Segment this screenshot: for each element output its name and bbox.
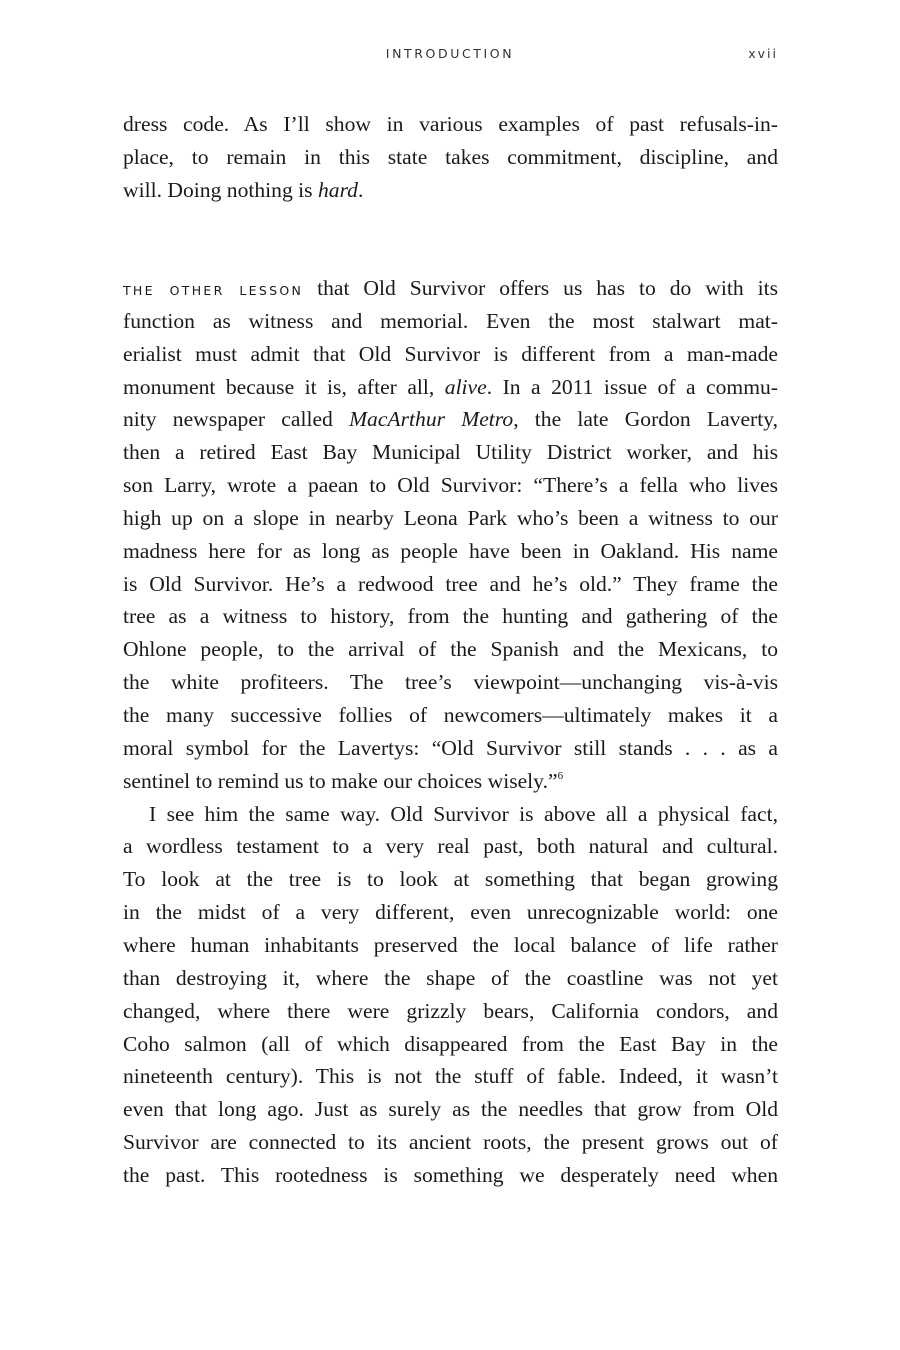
footnote-marker[interactable]: 6 [557, 769, 564, 782]
text-line: I see him the same way. Old Survivor is above all a physical fact, [149, 801, 778, 826]
page-number: xvii [748, 46, 778, 61]
paragraph-2 [123, 272, 778, 798]
publication-title: MacArthur Metro [349, 407, 514, 432]
text-line: a wordless testament to a very real past, both natural and cultural. [123, 834, 778, 859]
text-line: is Old Survivor. He’s a redwood tree and he’s old.” They frame the [123, 571, 778, 596]
paragraph-3 [123, 798, 778, 1192]
paragraph-1 [123, 108, 778, 207]
text-line: then a retired East Bay Municipal Utility District worker, and his [123, 440, 778, 465]
text-line: than destroying it, where the shape of the coastline was not yet [123, 965, 778, 990]
lead-in-smallcaps: THE OTHER LESSON [123, 283, 304, 298]
running-head [0, 46, 900, 66]
text-line: Ohlone people, to the arrival of the Spanish and the Mexicans, to [123, 637, 778, 662]
text-line: moral symbol for the Lavertys: “Old Survivor still stands . . . as a [123, 735, 778, 760]
text-line: monument because it is, after all, alive. In a 2011 issue of a commu- [123, 374, 778, 399]
text-line: the past. This rootedness is something we desperately need when [123, 1162, 778, 1187]
text-line: in the midst of a very different, even unrecognizable world: one [123, 900, 778, 925]
text-line: function as witness and memorial. Even the most stalwart mat- [123, 308, 778, 333]
text-line: where human inhabitants preserved the local balance of life rather [123, 932, 778, 957]
text-line: dress code. As I’ll show in various examples of past refusals-in- [123, 112, 778, 136]
text-line: nity newspaper called MacArthur Metro, the late Gordon Laverty, [123, 407, 779, 432]
text-line: Coho salmon (all of which disappeared from the East Bay in the [123, 1031, 778, 1056]
text-line: even that long ago. Just as surely as the needles that grow from Old [123, 1097, 778, 1122]
emphasis-alive: alive [444, 374, 487, 399]
text-line: tree as a witness to history, from the hunting and gathering of the [123, 604, 778, 629]
text-line: will. Doing nothing is hard. [123, 177, 364, 202]
text-line: Survivor are connected to its ancient roots, the present grows out of [123, 1130, 778, 1155]
emphasis-hard: hard [317, 177, 358, 202]
text-line: erialist must admit that Old Survivor is different from a man-made [123, 341, 778, 366]
running-title: INTRODUCTION [385, 46, 515, 61]
text-line: madness here for as long as people have been in Oakland. His name [123, 538, 778, 563]
text-line: sentinel to remind us to make our choices wisely.”$^6$ [123, 768, 564, 793]
text-line: To look at the tree is to look at something that began growing [123, 867, 778, 892]
text-line: place, to remain in this state takes commitment, discipline, and [123, 144, 778, 169]
text-line: high up on a slope in nearby Leona Park who’s been a witness to our [123, 505, 778, 530]
text-line: the white profiteers. The tree’s viewpoint—unchanging vis-à-vis [123, 670, 778, 695]
text-line: changed, where there were grizzly bears, California condors, and [123, 998, 778, 1023]
text-line: the many successive follies of newcomers—ultimately makes it a [123, 702, 778, 727]
text-line: THE OTHER LESSON that Old Survivor offers us has to do with its [123, 276, 778, 300]
text-line: son Larry, wrote a paean to Old Survivor: “There’s a fella who lives [123, 473, 778, 498]
text-line: nineteenth century). This is not the stuff of fable. Indeed, it wasn’t [123, 1064, 778, 1089]
